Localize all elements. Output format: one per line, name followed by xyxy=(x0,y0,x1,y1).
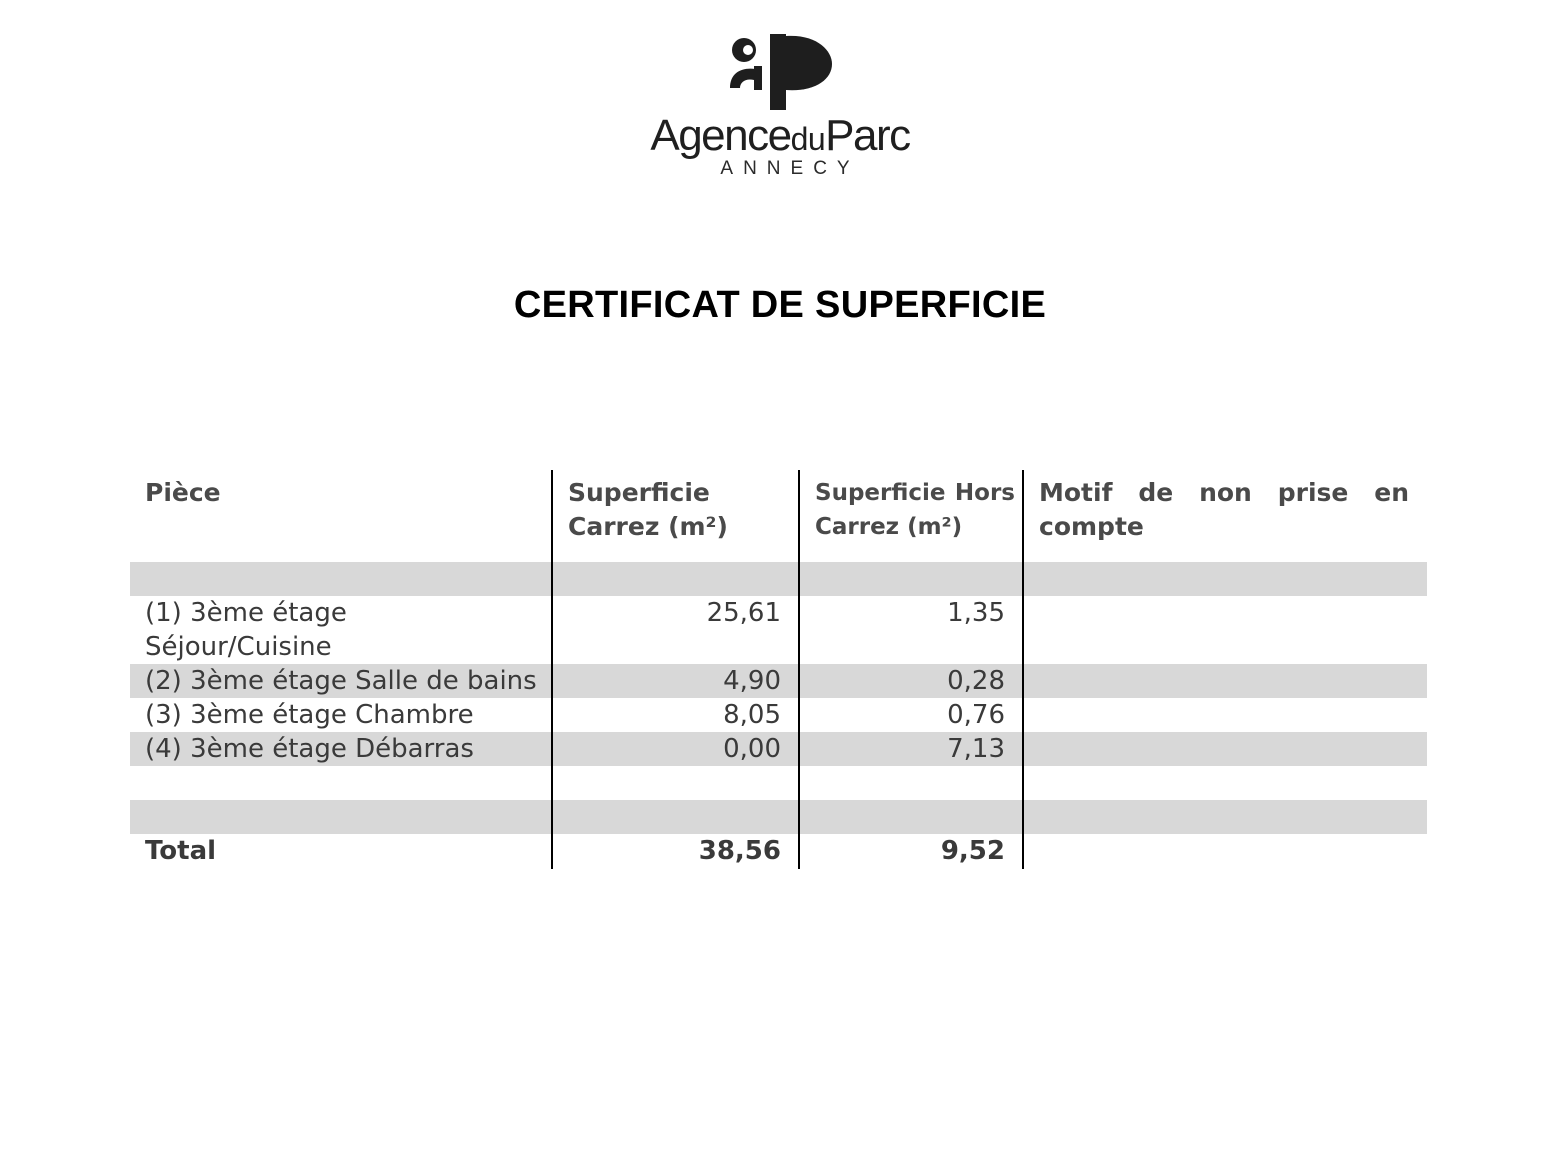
cell-piece-line2: Séjour/Cuisine xyxy=(145,632,332,662)
cell-motif xyxy=(1023,732,1427,766)
header-motif-word: Motif xyxy=(1039,478,1113,507)
spacer-row xyxy=(130,766,1427,800)
header-carrez xyxy=(552,470,799,562)
column-divider xyxy=(551,470,553,869)
header-motif xyxy=(1023,470,1427,562)
table-row xyxy=(130,698,1427,732)
cell-piece: (3) 3ème étage Chambre xyxy=(145,700,474,730)
header-hors-word2: Hors xyxy=(954,480,1015,506)
cell-carrez: 0,00 xyxy=(723,734,781,764)
column-divider xyxy=(1022,470,1024,869)
header-motif-line2: compte xyxy=(1039,512,1144,541)
agency-name-part3: Parc xyxy=(825,111,910,160)
surface-table xyxy=(130,470,1427,868)
cell-hors: 1,35 xyxy=(947,598,1005,628)
table-row xyxy=(130,664,1427,698)
header-carrez-line1: Superficie xyxy=(568,478,710,507)
header-hors-line2: Carrez (m²) xyxy=(815,514,963,540)
spacer-row xyxy=(130,800,1427,834)
cell-motif xyxy=(1023,664,1427,698)
cell-motif xyxy=(1023,698,1427,732)
cell-piece xyxy=(130,596,552,664)
total-label: Total xyxy=(145,836,217,866)
agency-name-part1: Agence xyxy=(650,111,791,160)
table-header-row xyxy=(130,470,1427,562)
document-title: CERTIFICAT DE SUPERFICIE xyxy=(513,284,1047,326)
header-hors-carrez xyxy=(799,470,1023,562)
table-row xyxy=(130,596,1427,664)
header-carrez-line2: Carrez (m²) xyxy=(568,512,728,541)
header-motif-word: prise xyxy=(1277,478,1349,507)
header-piece: Pièce xyxy=(145,478,221,507)
agency-name-part2: du xyxy=(790,121,826,157)
cell-motif xyxy=(1023,596,1427,664)
total-motif xyxy=(1023,834,1427,868)
header-motif-word: non xyxy=(1199,478,1252,507)
header-hors-word1: Superficie xyxy=(815,480,946,506)
cell-hors: 0,76 xyxy=(947,700,1005,730)
cell-carrez: 4,90 xyxy=(723,666,781,696)
spacer-row xyxy=(130,562,1427,596)
table-row xyxy=(130,732,1427,766)
ap-monogram-icon xyxy=(724,28,834,114)
header-hors-line1 xyxy=(815,476,1015,510)
cell-hors: 7,13 xyxy=(947,734,1005,764)
header-motif-line1 xyxy=(1039,476,1409,510)
agency-logo xyxy=(0,28,1560,188)
cell-piece: (2) 3ème étage Salle de bains xyxy=(145,666,537,696)
total-hors: 9,52 xyxy=(940,836,1005,866)
header-motif-word: de xyxy=(1138,478,1174,507)
cell-piece-line1: (1) 3ème étage xyxy=(145,598,347,628)
column-divider xyxy=(798,470,800,869)
cell-carrez: 8,05 xyxy=(723,700,781,730)
total-row xyxy=(130,834,1427,868)
header-motif-word: en xyxy=(1374,478,1409,507)
total-carrez: 38,56 xyxy=(698,836,781,866)
agency-city: ANNECY xyxy=(720,158,860,179)
cell-carrez: 25,61 xyxy=(706,598,781,628)
cell-piece: (4) 3ème étage Débarras xyxy=(145,734,474,764)
cell-hors: 0,28 xyxy=(947,666,1005,696)
